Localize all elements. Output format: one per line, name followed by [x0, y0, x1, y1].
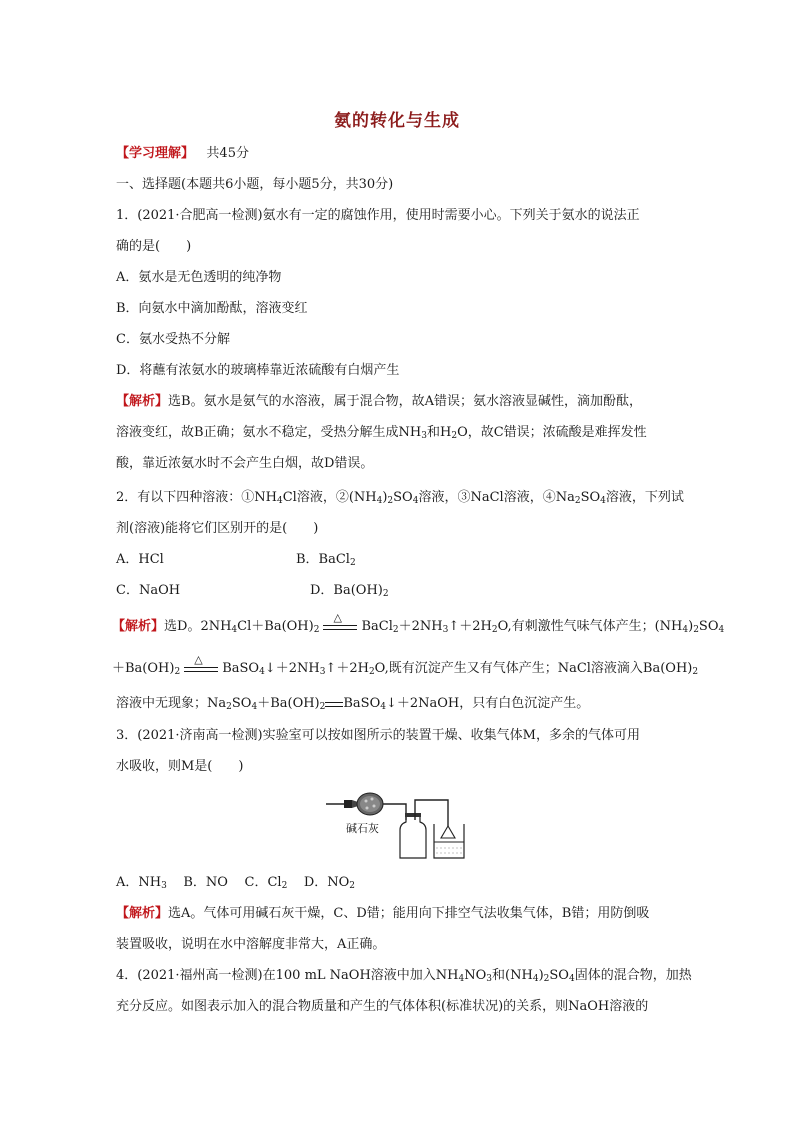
text: ): [538, 968, 544, 983]
q3-answer-line2: 装置吸收，说明在水中溶解度非常大，A正确。: [116, 937, 386, 952]
q3-option-a: A．NH: [116, 875, 162, 890]
section-tag: 【学习理解】: [116, 146, 195, 161]
text: 溶液，③NaCl溶液，④Na: [418, 490, 575, 505]
heat-triangle-icon: △: [333, 610, 342, 624]
q2-stem-line2: 剂(溶液)能将它们区别开的是( ): [116, 521, 319, 536]
answer-tag: 【解析】: [116, 394, 169, 409]
subscript: 2: [174, 667, 181, 677]
q2-option-d: [310, 581, 389, 601]
text: Cl＋Ba(OH): [237, 619, 314, 634]
q2-answer-line2: [112, 652, 699, 679]
text: 固体的混合物，加热: [574, 968, 692, 983]
subscript: 4: [568, 974, 575, 984]
q3-option-d: D．NO: [303, 875, 350, 890]
q2-answer-line1: [112, 610, 725, 637]
text: O,既有沉淀产生又有气体产生；NaCl溶液滴入Ba(OH): [374, 661, 693, 676]
answer-tag: 【解析】: [112, 619, 165, 634]
subscript: 2: [451, 431, 458, 441]
q3-stem-line2: 水吸收，则M是( ): [116, 759, 244, 774]
text: BaSO: [343, 696, 381, 711]
subscript: 2: [382, 589, 389, 599]
subscript: 2: [392, 625, 399, 635]
gas-apparatus-figure: [322, 786, 472, 861]
q1-answer-text: 选B。氨水是氨气的水溶液，属于混合物，故A错误；氨水溶液显碱性，滴加酚酞，: [168, 394, 642, 409]
subscript: 2: [368, 667, 375, 677]
heating-equals-sign: [184, 652, 218, 676]
q3-option-c: C．Cl: [244, 875, 282, 890]
answer-tag: 【解析】: [116, 906, 169, 921]
text: B．BaCl: [296, 552, 350, 567]
subscript: 4: [458, 974, 465, 984]
subscript: 4: [251, 702, 258, 712]
heating-equals-sign: [323, 610, 357, 634]
subscript: 3: [442, 625, 449, 635]
text: 溶液，下列试: [605, 490, 684, 505]
text: O,有刺激性气味气体产生；(NH: [497, 619, 683, 634]
q3-options: [116, 873, 686, 893]
text: NO: [464, 968, 487, 983]
q1-option-a: A．氨水是无色透明的纯净物: [116, 270, 282, 285]
subscript: 2: [349, 881, 356, 891]
text: SO: [549, 968, 569, 983]
subscript: 2: [387, 496, 394, 506]
subscript: 3: [486, 974, 493, 984]
text: Cl溶液，②(NH: [282, 490, 377, 505]
text: ＋Ba(OH): [112, 661, 175, 676]
subscript: 2: [313, 625, 320, 635]
subscript: 4: [532, 974, 539, 984]
q3-answer-line1: [116, 904, 686, 924]
q4-stem-line2: 充分反应。如图表示加入的混合物质量和产生的气体体积(标准状况)的关系，则NaOH溶液的: [116, 999, 649, 1014]
subscript: 3: [161, 881, 167, 891]
q2-answer-line3: [116, 694, 686, 714]
q3-stem-line1: 3．(2021·济南高一检测)实验室可以按如图所示的装置干燥、收集气体M，多余的气体可用: [116, 728, 640, 743]
subscript: 4: [276, 496, 283, 506]
text: SO: [698, 619, 719, 634]
q1-answer-line1: [116, 392, 686, 412]
section-header: [116, 144, 686, 164]
q1-answer-line2: [116, 423, 686, 443]
subscript: 3: [319, 667, 326, 677]
text: BaSO: [222, 661, 260, 676]
text: 选D。2NH: [164, 619, 232, 634]
text: 和H: [427, 425, 452, 440]
q2-option-a: A．HCl: [116, 552, 164, 567]
q1-stem-line1: 1．(2021·合肥高一检测)氨水有一定的腐蚀作用，使用时需要小心。下列关于氨水的说法正: [116, 208, 640, 223]
text: SO: [231, 696, 252, 711]
text: SO: [580, 490, 601, 505]
text: 溶液中无现象；Na: [116, 696, 227, 711]
q1-stem-line2: 确的是( ): [116, 239, 192, 254]
q1-option-d: D．将蘸有浓氨水的玻璃棒靠近浓硫酸有白烟产生: [116, 363, 400, 378]
subscript: 2: [226, 702, 232, 712]
subscript: 3: [421, 431, 427, 441]
subscript: 2: [491, 625, 498, 635]
equals-sign: [325, 698, 343, 710]
text: ＋2NH: [398, 619, 443, 634]
subscript: 2: [281, 881, 288, 891]
subscript: 4: [376, 496, 383, 506]
section-score: 共45分: [206, 146, 249, 161]
subscript: 2: [319, 702, 326, 712]
text: ↓＋2NH: [264, 661, 320, 676]
q3-option-b: B．NO: [183, 875, 228, 890]
text: 溶液变红，故B正确；氨水不稳定，受热分解生成NH: [116, 425, 422, 440]
q3-answer-text: 选A。气体可用碱石灰干燥，C、D错；能用向下排空气法收集气体，B错；用防倒吸: [168, 906, 650, 921]
text: 4．(2021·福州高一检测)在100 mL NaOH溶液中加入NH: [116, 968, 459, 983]
text: ↑＋2H: [448, 619, 492, 634]
subscript: 4: [412, 496, 419, 506]
subscript: 2: [543, 974, 550, 984]
subscript: 4: [259, 667, 265, 677]
subscript: 4: [231, 625, 238, 635]
text: ): [382, 490, 388, 505]
text: ): [688, 619, 694, 634]
q1-option-b: B．向氨水中滴加酚酞，溶液变红: [116, 301, 308, 316]
q2-stem-line1: [116, 488, 686, 508]
subscript: 4: [718, 625, 725, 635]
subscript: 4: [600, 496, 606, 506]
subscript: 2: [574, 496, 581, 506]
subscript: 2: [349, 558, 356, 568]
text: ↑＋2H: [325, 661, 369, 676]
text: D．Ba(OH): [310, 583, 383, 598]
text: ↓＋2NaOH，只有白色沉淀产生。: [385, 696, 590, 711]
q2-option-b: [296, 550, 356, 570]
part-heading: 一、选择题(本题共6小题，每小题5分，共30分): [116, 177, 394, 192]
q2-option-c: C．NaOH: [116, 583, 181, 598]
page-title: 氨的转化与生成: [334, 111, 460, 131]
figure-label: 碱石灰: [346, 822, 379, 835]
subscript: 2: [692, 667, 699, 677]
text: O，故C错误；浓硫酸是难挥发性: [457, 425, 647, 440]
text: BaCl: [361, 619, 393, 634]
q1-option-c: C．氨水受热不分解: [116, 332, 230, 347]
subscript: 4: [682, 625, 689, 635]
text: 和(NH: [492, 968, 533, 983]
q4-stem-line1: [116, 966, 692, 986]
text: SO: [393, 490, 413, 505]
subscript: 2: [693, 625, 699, 635]
text: ＋Ba(OH): [257, 696, 320, 711]
text: 2．有以下四种溶液：①NH: [116, 490, 277, 505]
heat-triangle-icon: △: [194, 652, 203, 666]
subscript: 4: [380, 702, 386, 712]
q1-answer-line3: 酸，靠近浓氨水时不会产生白烟，故D错误。: [116, 456, 374, 471]
